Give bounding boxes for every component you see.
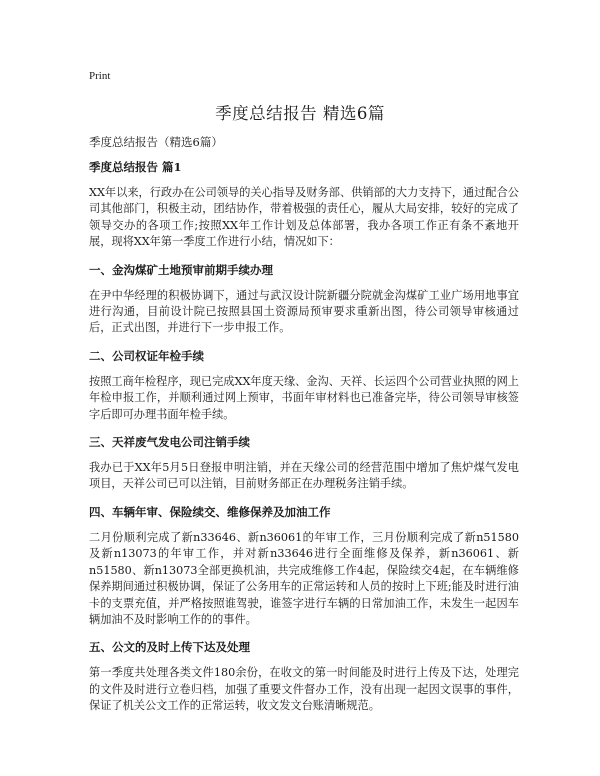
- document-subtitle: 季度总结报告（精选6篇）: [89, 135, 223, 149]
- section-body-1: 在尹中华经理的积极协调下，通过与武汉设计院新疆分院就金沟煤矿工业广场用地事宜进行沟通，目前设计院已按照县国土资源局预审要求重新出图，待公司领导审核通过后，正式出图，并进行下一步申报工作。: [89, 288, 519, 335]
- section-heading-2: 二、公司权证年检手续: [89, 348, 204, 363]
- print-link[interactable]: Print: [89, 70, 111, 82]
- document-body: [89, 134, 519, 726]
- section-body-2: 按照工商年检程序，现已完成XX年度天缘、金沟、天祥、长运四个公司营业执照的网上年检申报工作，并顺利通过网上预审，书面年审材料也已准备完毕，待公司领导审核签字后即可办理书面年检手续。: [89, 374, 519, 421]
- section-heading-3: 三、天祥废气发电公司注销手续: [89, 435, 250, 450]
- section-heading-1: 一、金沟煤矿土地预审前期手续办理: [89, 262, 273, 277]
- section-body-4: 二月份顺利完成了新n33646、新n36061的年审工作，三月份顺利完成了新n51580及新n13073的年审工作，并对新n33646进行全面维修及保养，新n36061、新n51580、新n13073全部更换机油，共完成维修工作4起，保险续交4起，在车辆维修保养期间通过积极协调，保证了公务用车的正常运转和人员的按时上下班;能及时进行油卡的支票充值，并严格按照谁驾驶，谁签字进行车辆的日常加油工作，未发生一起因车辆加油不及时影响工作的的事件。: [89, 530, 519, 626]
- part-heading: 季度总结报告 篇1: [89, 160, 182, 174]
- section-heading-4: 四、车辆年审、保险续交、维修保养及加油工作: [89, 504, 331, 519]
- intro-paragraph: XX年以来，行政办在公司领导的关心指导及财务部、供销部的大力支持下，通过配合公司其他部门，积极主动，团结协作，带着极强的责任心，履从大局安排，较好的完成了领导交办的各项工作;按照XX年工作计划及总体部署，我办各项工作正有条不紊地开展，现将XX年第一季度工作进行小结，情况如下：: [89, 186, 519, 249]
- page-title: 季度总结报告 精选6篇: [215, 104, 385, 123]
- section-heading-5: 五、公文的及时上传下达及处理: [89, 640, 250, 655]
- section-body-3: 我办已于XX年5月5日登报申明注销，并在天缘公司的经营范围中增加了焦炉煤气发电项目，天祥公司已可以注销，目前财务部正在办理税务注销手续。: [89, 461, 519, 491]
- section-body-5: 第一季度共处理各类文件180余份，在收文的第一时间能及时进行上传及下达，处理完的文件及时进行立卷归档，加强了重要文件督办工作，没有出现一起因文误事的事件，保证了机关公文工作的正常运转，收文发文台账清晰规范。: [89, 666, 519, 713]
